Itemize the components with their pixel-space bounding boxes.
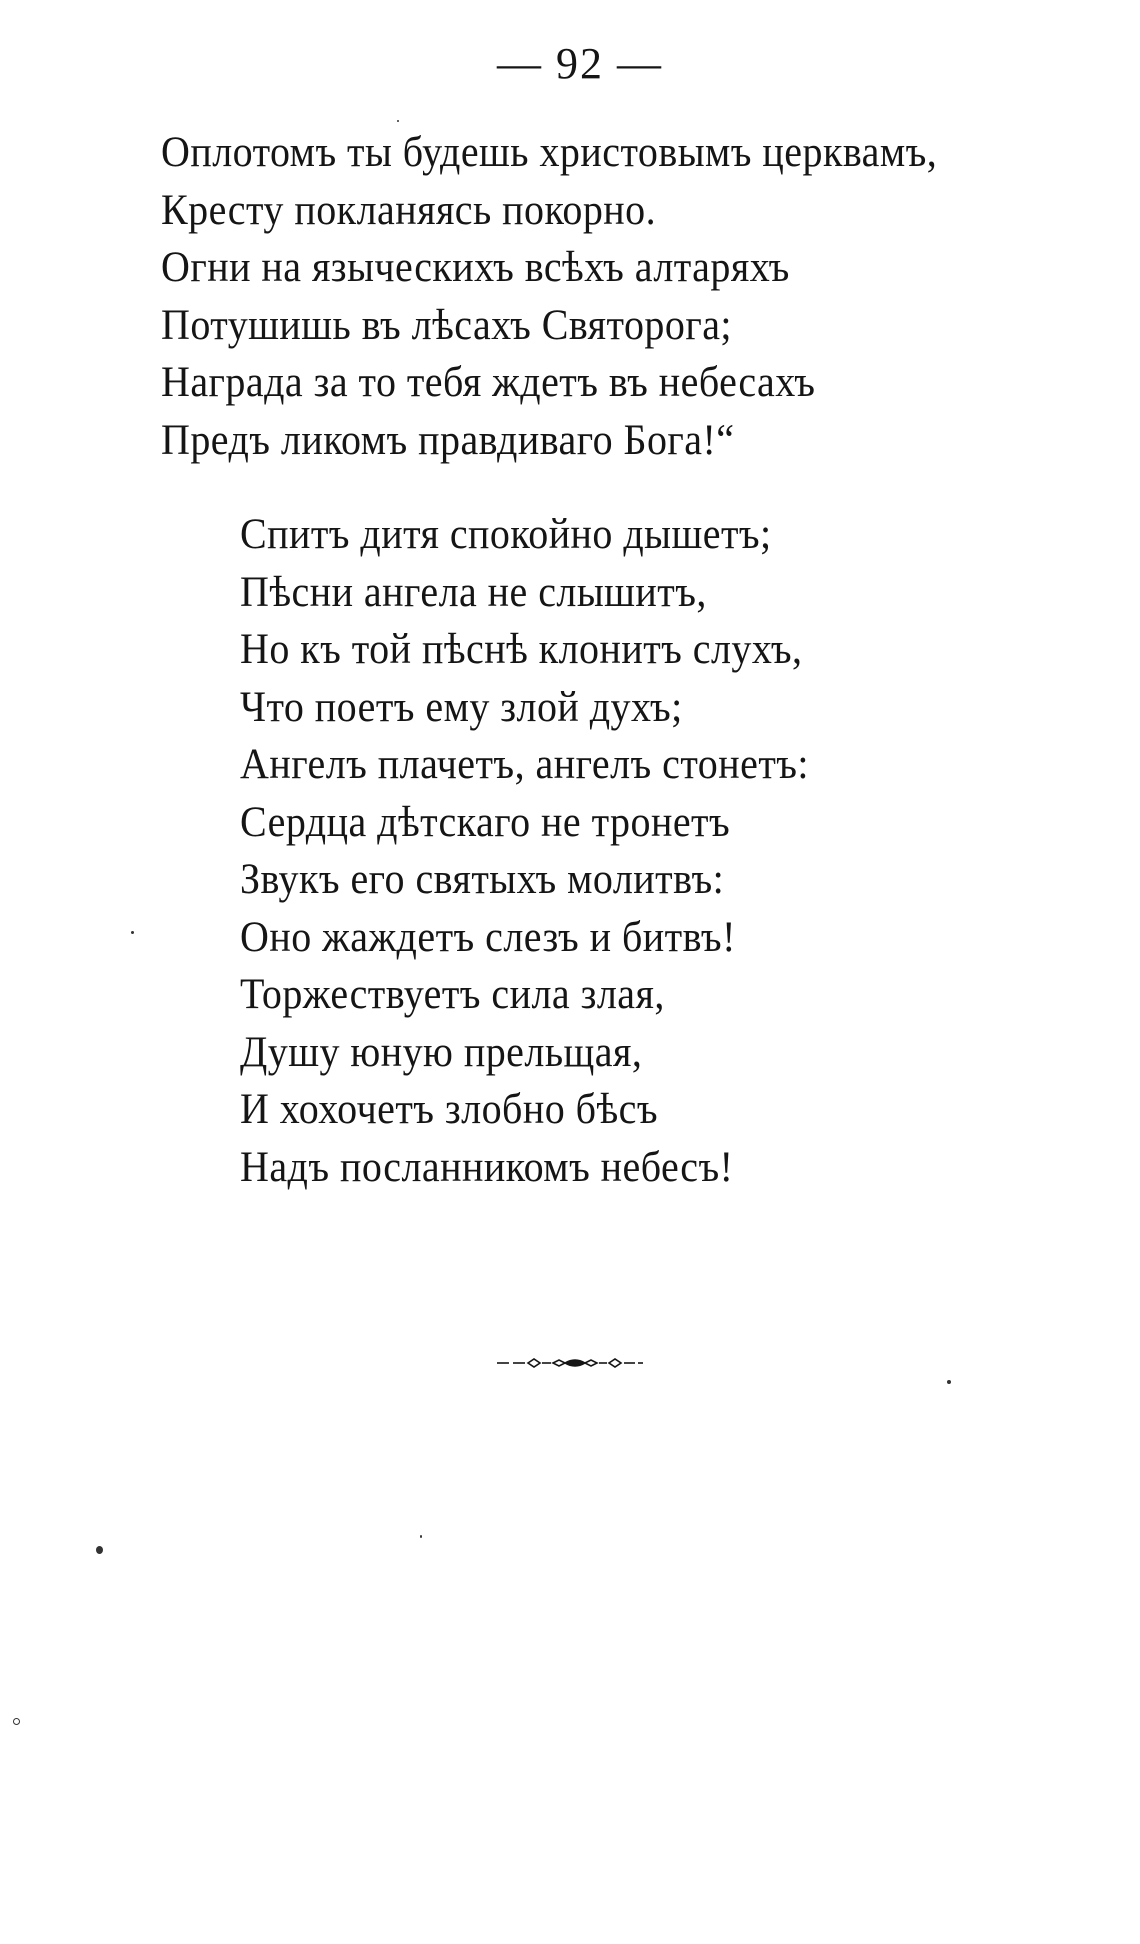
scan-speck <box>397 120 399 122</box>
verse-line: Предъ ликомъ правдиваго Бога!“ <box>161 416 735 464</box>
verse-line: Пѣсни ангела не слышитъ, <box>240 568 707 616</box>
verse-line: Сердца дѣтскаго не тронетъ <box>240 798 731 846</box>
verse-line: Огни на языческихъ всѣхъ алтаряхъ <box>161 244 790 291</box>
verse-line: Душу юную прельщая, <box>240 1028 643 1076</box>
verse-line: Потушишь въ лѣсахъ Святорога; <box>161 301 732 349</box>
page-number: — 92 — <box>497 39 663 88</box>
stanza-2 <box>240 506 852 1196</box>
verse-line: Надъ посланникомъ небесъ! <box>240 1143 734 1191</box>
scan-speck <box>96 1546 103 1554</box>
scan-speck <box>131 931 134 934</box>
verse-line: Звукъ его святыхъ молитвъ: <box>240 856 725 903</box>
decorative-tailpiece-icon <box>495 1356 645 1370</box>
scan-speck <box>947 1380 951 1384</box>
verse-line: Спитъ дитя спокойно дышетъ; <box>240 511 772 558</box>
verse-line: Но къ той пѣснѣ клонитъ слухъ, <box>240 626 803 673</box>
verse-line: И хохочетъ злобно бѣсъ <box>240 1086 659 1133</box>
scan-speck <box>13 1718 20 1725</box>
scan-speck <box>420 1535 422 1538</box>
verse-line: Торжествуетъ сила злая, <box>240 971 665 1018</box>
verse-line: Награда за то тебя ждетъ въ небесахъ <box>161 359 816 406</box>
verse-line: Оно жаждетъ слезъ и битвъ! <box>240 913 736 961</box>
verse-line: Кресту покланяясь покорно. <box>161 186 657 234</box>
verse-line: Ангелъ плачетъ, ангелъ стонетъ: <box>240 741 809 788</box>
stanza-1 <box>161 124 996 469</box>
verse-line: Что поетъ ему злой духъ; <box>240 683 683 731</box>
verse-line: Оплотомъ ты будешь христовымъ церквамъ, <box>161 129 938 176</box>
